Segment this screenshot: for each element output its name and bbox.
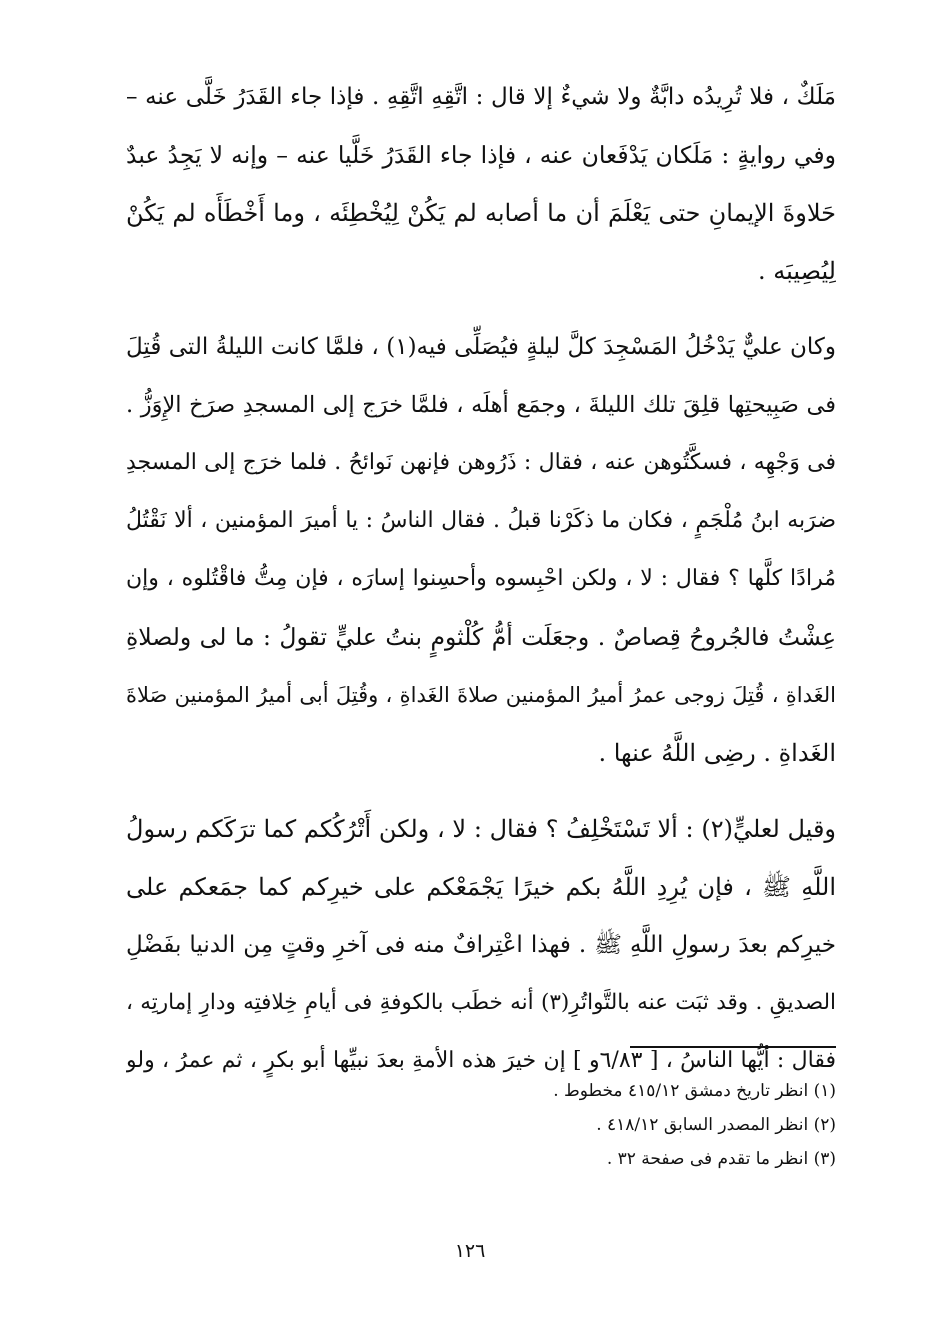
text-line: وقيل لعليٍّ(٢) : ألا تَسْتَخْلِفُ ؟ فقال : لا ، ولكن أَتْرُكُكم كما ترَكَكم رسولُ (126, 815, 836, 843)
main-text (126, 68, 836, 1090)
text-line: وكان عليٌّ يَدْخُلُ المَسْجِدَ كلَّ ليلةٍ فيُصَلِّى فيه(١) ، فلمَّا كانت الليلةُ التى قُتِلَ (126, 334, 836, 360)
text-line: عِشْتُ فالجُروحُ قِصاصٌ . وجعَلَت أمُّ كُلْثومٍ بنتُ عليٍّ تقولُ : ما لى ولصلاةِ (126, 623, 836, 651)
text-line: حَلاوةَ الإيمانِ حتى يَعْلَمَ أن ما أصابه لم يَكُنْ لِيُخْطِئَه ، وما أَخْطَأَه لم يَكُنْ (126, 199, 836, 227)
footnote-3: (٣) انظر ما تقدم فى صفحة ٣٢ . (606, 1149, 836, 1169)
text-line: لِيُصِيبَه . (758, 257, 836, 285)
page-number: ١٢٦ (454, 1240, 486, 1262)
text-line: ضرَبه ابنُ مُلْجَمٍ ، فكان ما ذكَرْنا قبلُ . فقال الناسُ : يا أميرَ المؤمنين ، ألا نَقْتُلُ (126, 508, 836, 533)
text-line: مَلَكٌ ، فلا تُرِيدُه دابَّةٌ ولا شيءٌ إلا قال : اتَّقِهِ اتَّقِهِ . فإذا جاء القَدَرُ خَلَّى عنه – (126, 84, 836, 110)
footnote-divider (630, 1046, 836, 1048)
paragraph-1 (126, 68, 836, 300)
text-line: فقال : أيُّها الناسُ ، [ ٦/٨٣و ] إن خيرَ هذه الأمةِ بعدَ نبيِّها أبو بكرٍ ، ثم عمرُ ، ولو (126, 1048, 836, 1073)
text-line: وفي روايةٍ : مَلَكان يَدْفَعان عنه ، فإذا جاء القَدَرُ خَلَّيا عنه – وإنه لا يَجِدُ عبدٌ (126, 141, 836, 169)
text-line: خيرِكم بعدَ رسولِ اللَّهِ ﷺ . فهذا اعْتِرافٌ منه فى آخرِ وقتٍ مِن الدنيا بفَضْلِ (126, 932, 836, 958)
footnote-1: (١) انظر تاريخ دمشق ٤١٥/١٢ مخطوط . (553, 1081, 836, 1101)
footnotes (300, 1074, 836, 1176)
text-line: الصديقِ . وقد ثبَت عنه بالتَّواتُرِ(٣) أنه خطَب بالكوفةِ فى أيامِ خِلافتِه ودارِ إمارتِه ، (126, 990, 836, 1015)
text-line: الغَداةِ . رضِى اللَّهُ عنها . (598, 739, 836, 767)
paragraph-2 (126, 318, 836, 782)
text-line: فى صَبِيحتِها قلِقَ تلك الليلةَ ، وجمَع أهلَه ، فلمَّا خرَج إلى المسجدِ صرَخ الإِوَزُّ . (126, 392, 836, 418)
text-line: الغَداةِ ، قُتِلَ زوجى عمرُ أميرُ المؤمنين صلاةَ الغَداةِ ، وقُتِلَ أبى أميرُ المؤمنين صَلاةَ (126, 683, 836, 707)
text-line: مُرادًا كلَّها ؟ فقال : لا ، ولكن احْبِسوه وأحسِنوا إسارَه ، فإن مِتُّ فاقْتُلوه ، وإن (126, 566, 836, 591)
text-line: فى وَجْهِه ، فسكَّتُوهن عنه ، فقال : ذَرُوهن فإنهن نَوائحُ . فلما خرَج إلى المسجدِ (126, 450, 836, 475)
footnote-2: (٢) انظر المصدر السابق ٤١٨/١٢ . (596, 1115, 836, 1135)
text-line: اللَّهِ ﷺ ، فإن يُرِدِ اللَّهُ بكم خيرًا يَجْمَعْكم على خيرِكم كما جمَعكم على (126, 873, 836, 901)
